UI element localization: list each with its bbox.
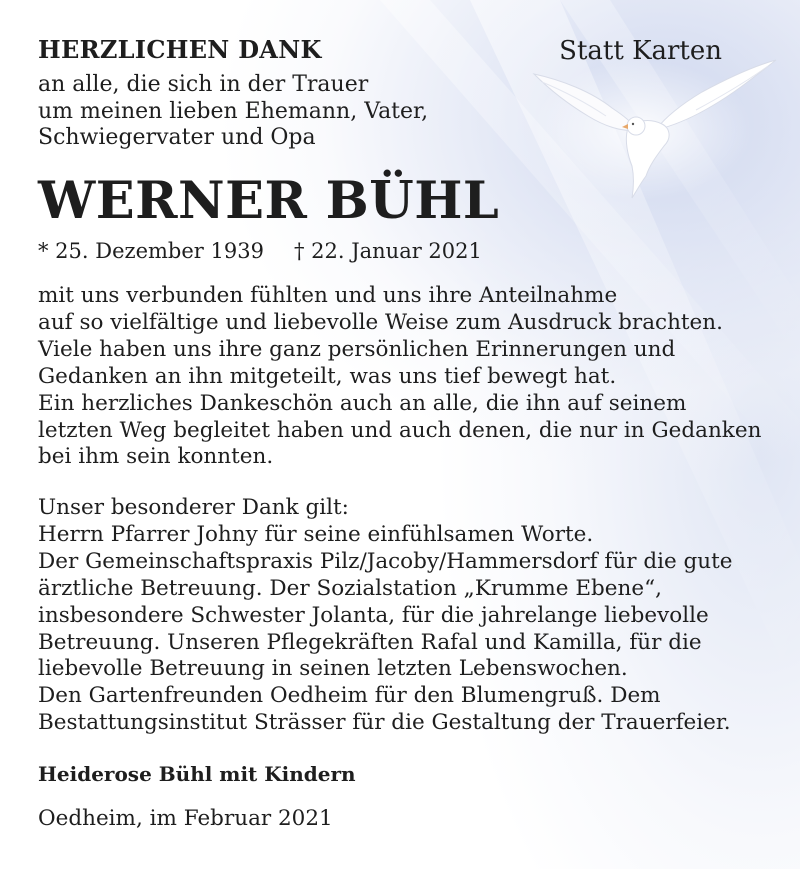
statt-karten-note: Statt Karten (559, 36, 722, 66)
paragraph-line: liebevolle Betreuung in seinen letzten Lebenswochen. (38, 656, 628, 682)
heading-thanks: HERZLICHEN DANK (38, 35, 322, 64)
paragraph-line: Bestattungsinstitut Strässer für die Gestaltung der Trauerfeier. (38, 710, 731, 736)
dove-icon (532, 52, 782, 200)
life-dates (38, 238, 482, 264)
paragraph-line: Unser besonderer Dank gilt: (38, 495, 349, 520)
paragraph-line: Gedanken an ihn mitgeteilt, was uns tief bewegt hat. (38, 363, 617, 389)
intro-line: um meinen lieben Ehemann, Vater, (38, 98, 429, 124)
thanks-paragraph (38, 283, 778, 471)
intro-text (38, 72, 428, 152)
paragraph-line: letzten Weg begleitet haben und auch denen, die nur in Gedanken (38, 417, 762, 443)
paragraph-line: auf so vielfältige und liebevolle Weise zum Ausdruck brachten. (38, 309, 723, 335)
paragraph-line: ärztliche Betreuung. Der Sozialstation „Krumme Ebene“, (38, 575, 662, 601)
intro-line: Schwiegervater und Opa (38, 125, 316, 150)
paragraph-line: insbesondere Schwester Jolanta, für die jahrelange liebevolle (38, 602, 709, 628)
place-date: Oedheim, im Februar 2021 (38, 806, 333, 831)
special-thanks-paragraph (38, 495, 778, 737)
birth-date: * 25. Dezember 1939 (38, 239, 264, 263)
deceased-name: WERNER BÜHL (38, 171, 500, 231)
intro-line: an alle, die sich in der Trauer (38, 72, 369, 97)
death-date: † 22. Januar 2021 (293, 239, 482, 263)
paragraph-line: Ein herzliches Dankeschön auch an alle, die ihn auf seinem (38, 390, 687, 416)
paragraph-line: mit uns verbunden fühlten und uns ihre Anteilnahme (38, 283, 618, 308)
paragraph-line: bei ihm sein konnten. (38, 444, 274, 470)
paragraph-line: Der Gemeinschaftspraxis Pilz/Jacoby/Hammersdorf für die gute (38, 548, 733, 574)
paragraph-line: Viele haben uns ihre ganz persönlichen Erinnerungen und (38, 336, 676, 362)
signature: Heiderose Bühl mit Kindern (38, 762, 356, 786)
paragraph-line: Betreuung. Unseren Pflegekräften Rafal und Kamilla, für die (38, 629, 702, 655)
paragraph-line: Den Gartenfreunden Oedheim für den Blumengruß. Dem (38, 683, 661, 709)
paragraph-line: Herrn Pfarrer Johny für seine einfühlsamen Worte. (38, 521, 594, 547)
